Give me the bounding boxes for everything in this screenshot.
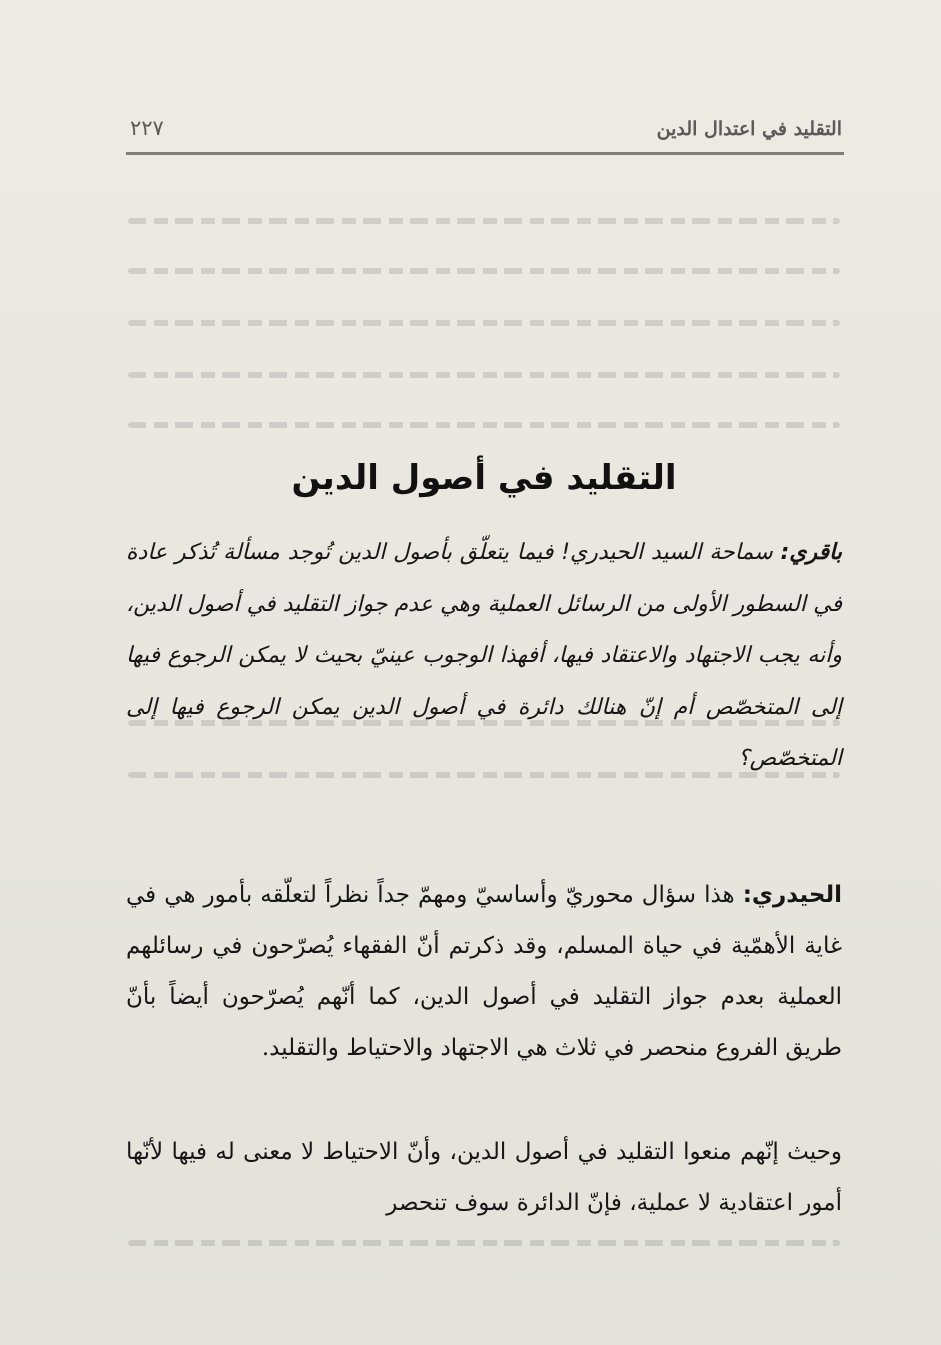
header-rule: [126, 152, 844, 155]
bleed-through-line: [128, 372, 840, 378]
bleed-through-line: [128, 320, 840, 326]
answer-text: هذا سؤال محوريّ وأساسيّ ومهمّ جداً نظراً لتعلّقه بأمور هي في غاية الأهمّية في حياة المسلم، وقد ذكرتم أنّ الفقهاء يُصرّحون في رسائلهم العملية بعدم جواز التقليد في أصول الدين، كما أنّهم يُصرّحون أيضاً بأنّ طريق الفروع منحصر في ثلاث هي الاجتهاد والاحتياط والتقليد.: [126, 882, 842, 1061]
answer-speaker: الحيدري:: [742, 882, 842, 908]
page-number: ٢٢٧: [130, 116, 164, 140]
question-paragraph: [126, 527, 842, 785]
answer-paragraph: [126, 870, 842, 1074]
running-header: [130, 112, 842, 156]
bleed-through-line: [128, 1240, 840, 1246]
question-text: سماحة السيد الحيدري! فيما يتعلّق بأصول الدين تُوجد مسألة تُذكر عادة في السطور الأولى من الرسائل العملية وهي عدم جواز التقليد في أصول الدين، وأنه يجب الاجتهاد والاعتقاد فيها، أفهذا الوجوب عينيّ بحيث لا يمكن الرجوع فيها إلى المتخصّص أم إنّ هنالك دائرة في أصول الدين يمكن الرجوع فيها إلى المتخصّص؟: [126, 540, 842, 771]
bleed-through-line: [128, 268, 840, 274]
running-header-title: التقليد في اعتدال الدين: [656, 118, 842, 140]
bleed-through-line: [128, 218, 840, 224]
continuation-paragraph: [126, 1127, 842, 1229]
bleed-through-line: [128, 422, 840, 428]
question-speaker: باقري:: [780, 540, 842, 565]
chapter-title: التقليد في أصول الدين: [291, 458, 677, 498]
continuation-text: وحيث إنّهم منعوا التقليد في أصول الدين، وأنّ الاحتياط لا معنى له فيها لأنّها أمور اعتقادية لا عملية، فإنّ الدائرة سوف تنحصر: [126, 1139, 842, 1216]
